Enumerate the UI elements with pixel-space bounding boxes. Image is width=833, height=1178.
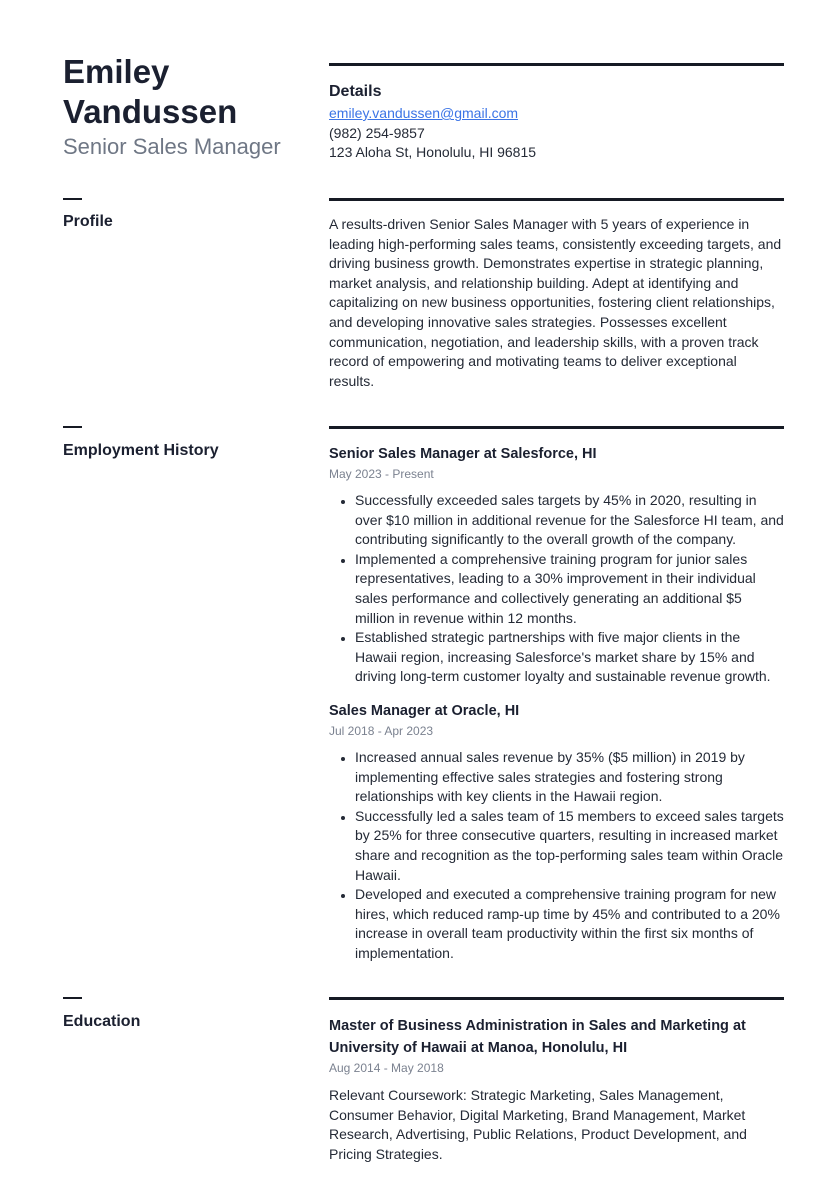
job-entry xyxy=(329,443,785,687)
job-bullet-list xyxy=(329,491,785,687)
job-bullet-list xyxy=(329,748,785,964)
job-bullet: • Increased annual sales revenue by 35% ($5 million) in 2019 by implementing effective sales strategies and fostering strong relationships with key clients in the Hawaii region. xyxy=(355,748,785,807)
education-title: Education xyxy=(63,1013,141,1030)
job-entry-dates: May 2023 - Present xyxy=(329,467,434,481)
details-title: Details xyxy=(329,83,382,100)
profile-text: A results-driven Senior Sales Manager with 5 years of experience in leading high-performing sales teams, consistently exceeding targets, and driving business growth. Demonstrates expertise in strategic planning, market analysis, and relationship building. Adept at identifying and capitalizing on new business opportunities, fostering client relationships, and developing innovative sales strategies. Possesses excellent communication, negotiation, and leadership skills, with a proven track record of empowering and motivating teams to deliver exceptional results. xyxy=(329,216,782,389)
job-title: Senior Sales Manager xyxy=(63,134,281,159)
job-entry-dates: Jul 2018 - Apr 2023 xyxy=(329,724,434,738)
education-coursework: Relevant Coursework: Strategic Marketing, Sales Management, Consumer Behavior, Digital Marketing, Brand Management, Market Research, Advertising, Public Relations, Product Development, and Pricing Strategies. xyxy=(329,1087,747,1162)
job-bullet: • Developed and executed a comprehensive training program for new hires, which reduced ramp-up time by 45% and contributed to a 20% increase in overall team productivity within the first six months of implementation. xyxy=(355,885,785,963)
job-bullet: • Implemented a comprehensive training program for junior sales representatives, leading to a 30% improvement in their individual sales performance and collectively generating an additional $5 million in revenue within 12 months. xyxy=(355,550,785,628)
job-entry-title: Sales Manager at Oracle, HI xyxy=(329,703,520,719)
education-dash xyxy=(63,997,82,999)
job-bullet: • Successfully exceeded sales targets by 45% in 2020, resulting in over $10 million in additional revenue for the Salesforce HI team, and contributing significantly to the overall growth of the company. xyxy=(355,491,785,550)
phone-number: (982) 254-9857 xyxy=(329,124,425,141)
last-name: Vandussen xyxy=(63,93,238,130)
profile-dash xyxy=(63,198,82,200)
employment-dash xyxy=(63,426,82,428)
email-link[interactable]: emiley.vandussen@gmail.com xyxy=(329,105,519,121)
candidate-name xyxy=(63,52,313,132)
profile-title: Profile xyxy=(63,213,113,230)
first-name: Emiley xyxy=(63,53,170,90)
job-bullet: • Established strategic partnerships with five major clients in the Hawaii region, increasing Salesforce's market share by 15% and driving long-term customer loyalty and sustainable revenue growth. xyxy=(355,628,785,687)
details-divider xyxy=(329,63,784,66)
job-entry-title: Senior Sales Manager at Salesforce, HI xyxy=(329,446,597,462)
education-dates: Aug 2014 - May 2018 xyxy=(329,1061,444,1075)
degree-title: Master of Business Administration in Sales and Marketing at University of Hawaii at Manoa, Honolulu, HI xyxy=(329,1018,746,1056)
details-section xyxy=(329,82,785,163)
job-entry xyxy=(329,700,785,964)
education-divider xyxy=(329,997,784,1000)
employment-title: Employment History xyxy=(63,442,219,459)
profile-divider xyxy=(329,198,784,201)
job-bullet: • Successfully led a sales team of 15 members to exceed sales targets by 25% for three consecutive quarters, resulting in increased market share and recognition as the top-performing sales team within Oracle Hawaii. xyxy=(355,807,785,885)
education-entry xyxy=(329,1015,785,1164)
address: 123 Aloha St, Honolulu, HI 96815 xyxy=(329,144,537,161)
employment-divider xyxy=(329,426,784,429)
